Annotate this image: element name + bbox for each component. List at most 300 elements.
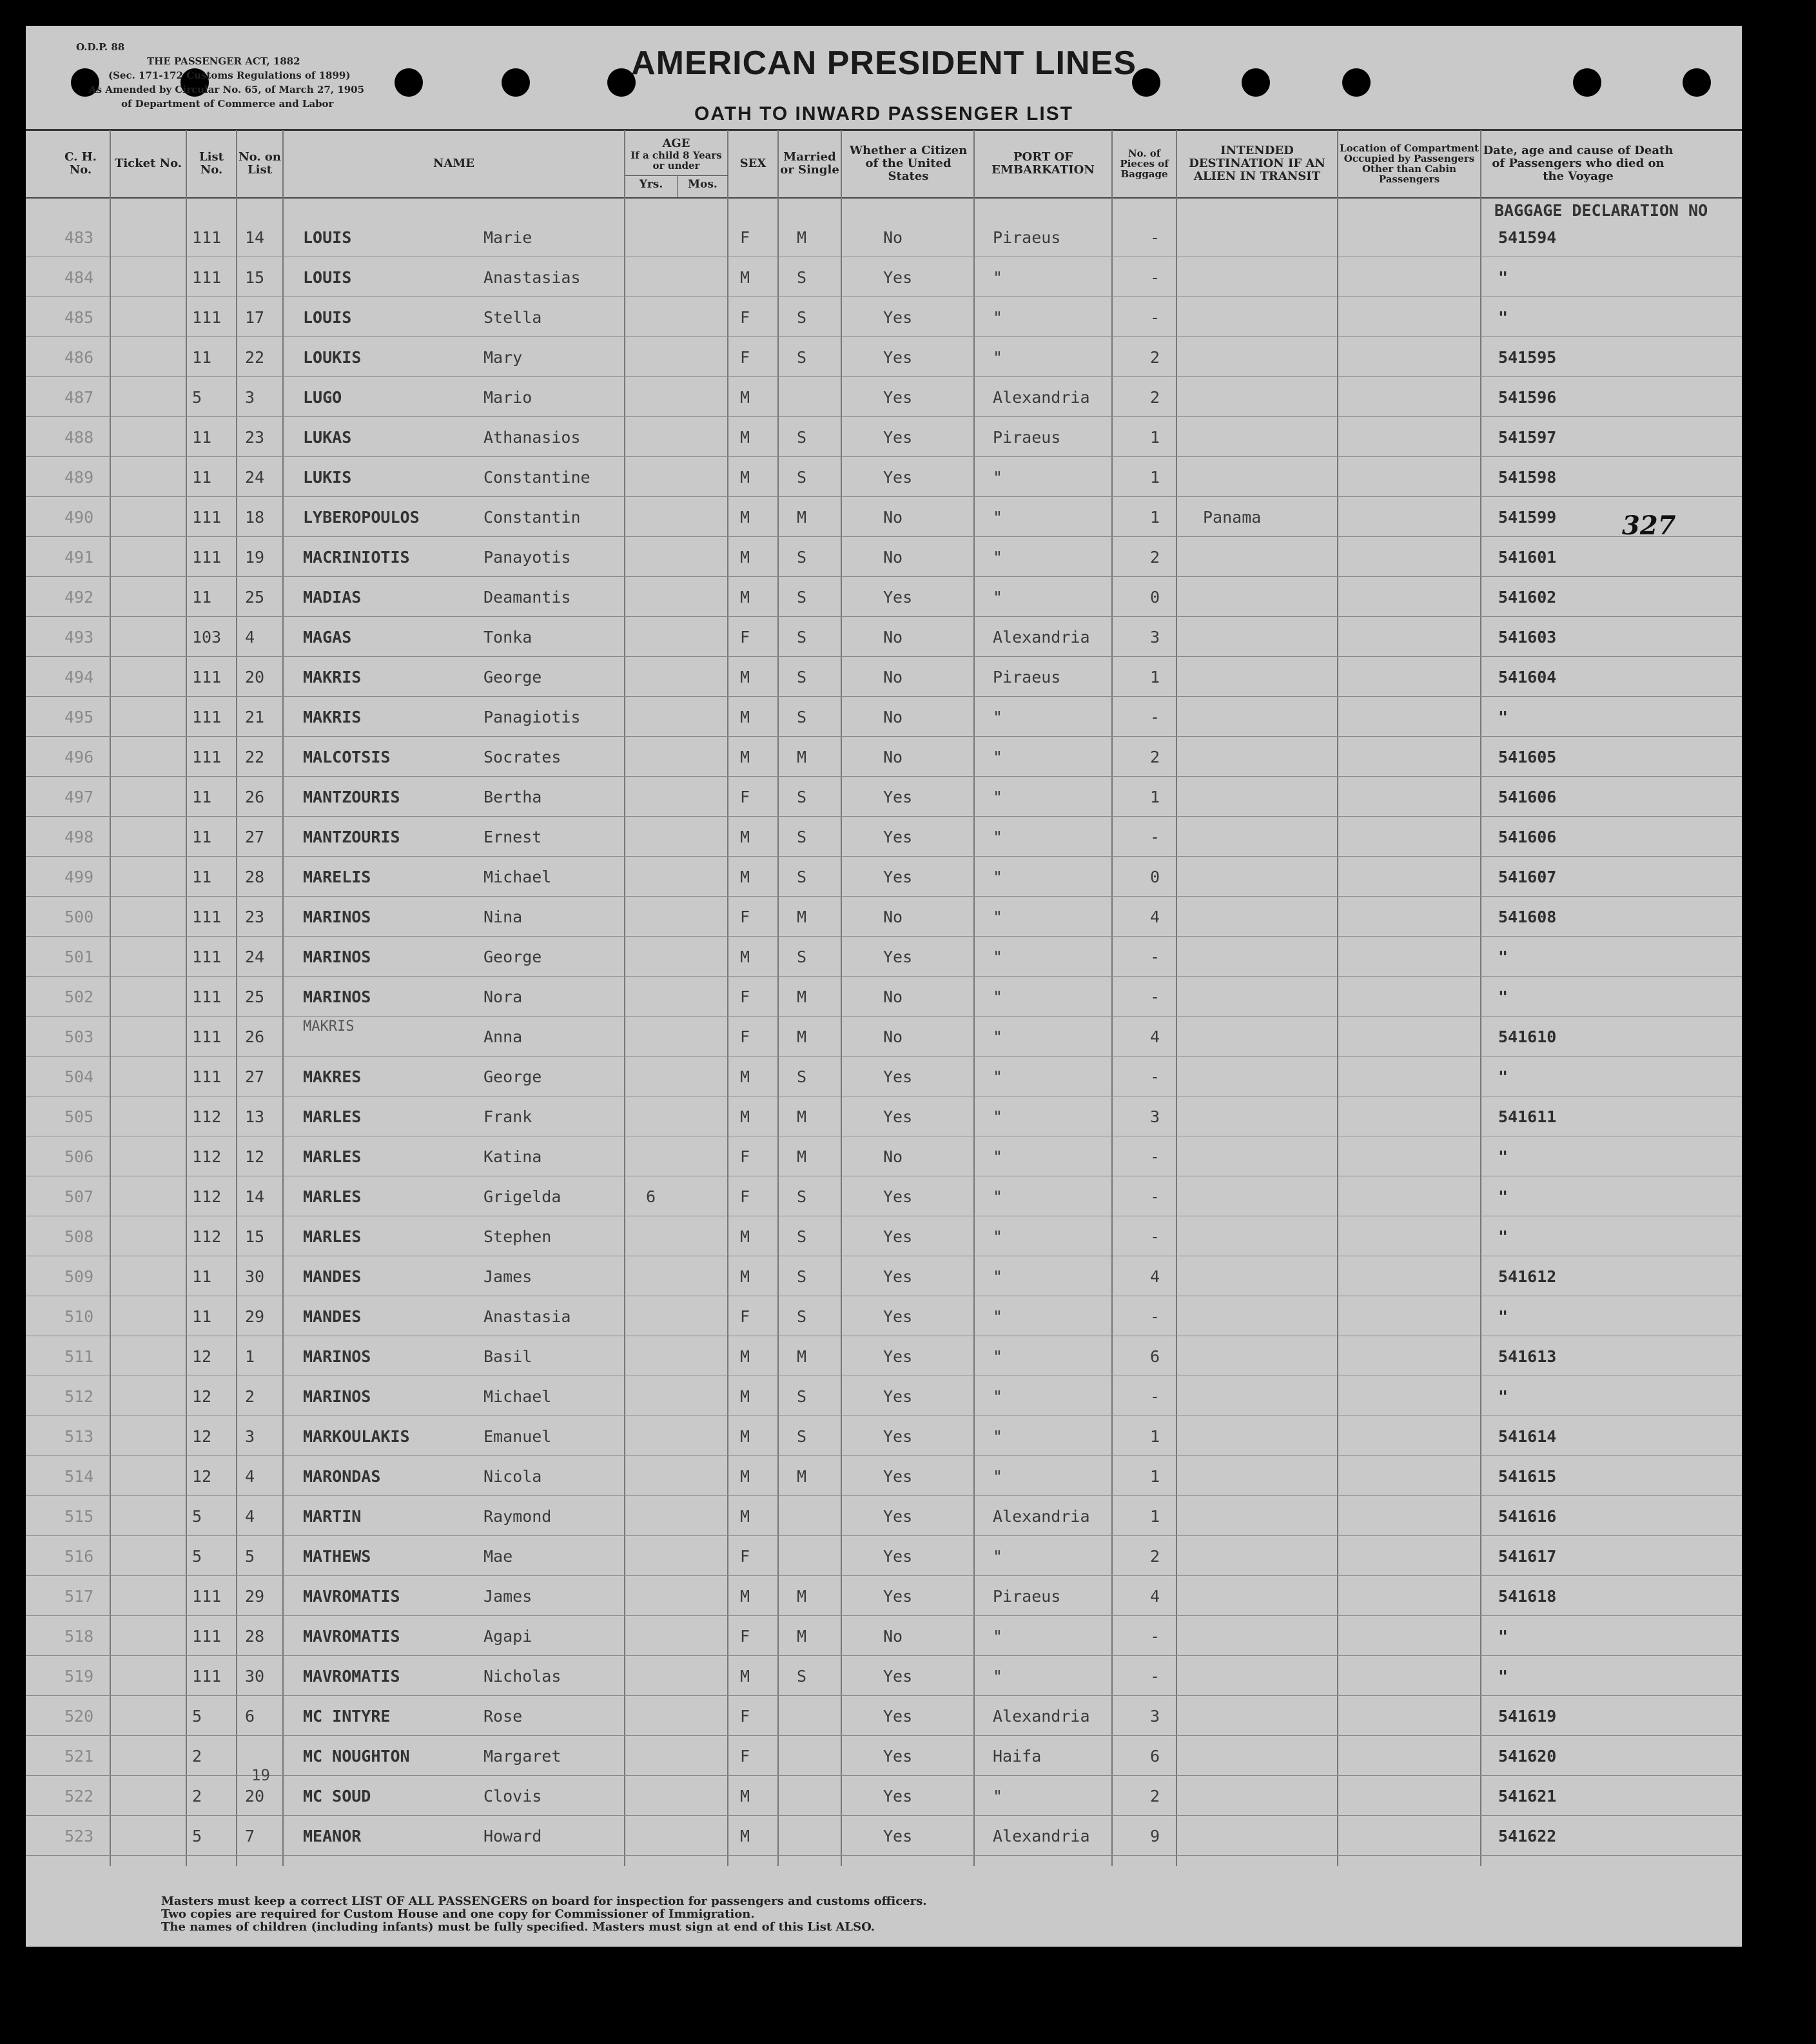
cell-port: "	[993, 1067, 1003, 1086]
handwritten-note: 19	[251, 1766, 270, 1784]
cell-no-on-list: 28	[245, 868, 265, 886]
cell-port: "	[993, 508, 1003, 527]
cell-ch-no: 522	[64, 1787, 94, 1806]
cell-surname: MARLES	[303, 1107, 362, 1126]
cell-list-no: 12	[192, 1387, 212, 1406]
header-pieces: No. of Pieces of Baggage	[1120, 148, 1169, 180]
cell-surname: LUKIS	[303, 468, 352, 487]
cell-given-name: Raymond	[483, 1507, 552, 1526]
cell-ch-no: 521	[64, 1747, 94, 1766]
cell-ch-no: 491	[64, 548, 94, 567]
cell-port: "	[993, 708, 1003, 726]
cell-no-on-list: 1	[245, 1347, 255, 1366]
cell-no-on-list: 3	[245, 1427, 255, 1446]
cell-declaration-no: "	[1498, 1187, 1508, 1206]
cell-citizen: Yes	[883, 1507, 913, 1526]
table-row	[26, 418, 1742, 458]
cell-sex: M	[740, 508, 750, 527]
cell-baggage-count: 1	[1150, 468, 1160, 487]
cell-sex: M	[740, 1387, 750, 1406]
table-row	[26, 857, 1742, 897]
cell-port: "	[993, 948, 1003, 966]
table-row	[26, 578, 1742, 618]
cell-sex: M	[740, 668, 750, 686]
cell-given-name: Marie	[483, 228, 532, 247]
cell-citizen: Yes	[883, 1587, 913, 1606]
cell-port: "	[993, 588, 1003, 607]
cell-sex: F	[740, 348, 750, 367]
table-row	[26, 1337, 1742, 1377]
cell-married-single: M	[797, 508, 807, 527]
cell-baggage-count: 9	[1150, 1827, 1160, 1845]
cell-sex: M	[740, 588, 750, 607]
cell-port: Piraeus	[993, 1587, 1061, 1606]
cell-ch-no: 520	[64, 1707, 94, 1726]
cell-citizen: Yes	[883, 1267, 913, 1286]
cell-list-no: 111	[192, 548, 222, 567]
cell-port: Alexandria	[993, 388, 1090, 407]
table-row	[26, 538, 1742, 578]
cell-list-no: 111	[192, 228, 222, 247]
cell-port: "	[993, 348, 1003, 367]
cell-married-single: S	[797, 1387, 807, 1406]
form-code: O.D.P. 88	[76, 41, 125, 53]
cell-baggage-count: 2	[1150, 388, 1160, 407]
cell-no-on-list: 7	[245, 1827, 255, 1845]
cell-sex: F	[740, 1187, 750, 1206]
cell-baggage-count: -	[1150, 828, 1160, 846]
cell-sex: F	[740, 988, 750, 1006]
cell-surname: MARONDAS	[303, 1467, 381, 1486]
cell-citizen: No	[883, 1627, 903, 1646]
cell-list-no: 11	[192, 868, 212, 886]
cell-list-no: 111	[192, 1027, 222, 1046]
cell-citizen: Yes	[883, 1787, 913, 1806]
cell-declaration-no: "	[1498, 1667, 1508, 1686]
cell-baggage-count: 2	[1150, 548, 1160, 567]
cell-surname: MARELIS	[303, 868, 371, 886]
cell-surname: MAKRIS	[303, 668, 362, 686]
cell-no-on-list: 15	[245, 268, 265, 287]
cell-ch-no: 500	[64, 908, 94, 926]
cell-list-no: 2	[192, 1787, 202, 1806]
cell-given-name: Mario	[483, 388, 532, 407]
cell-port: "	[993, 988, 1003, 1006]
cell-port: Alexandria	[993, 1827, 1090, 1845]
table-row	[26, 1577, 1742, 1617]
cell-no-on-list: 2	[245, 1387, 255, 1406]
cell-citizen: Yes	[883, 308, 913, 327]
cell-ch-no: 499	[64, 868, 94, 886]
cell-surname: MATHEWS	[303, 1547, 371, 1566]
table-row	[26, 1417, 1742, 1457]
cell-citizen: Yes	[883, 1667, 913, 1686]
table-row	[26, 1697, 1742, 1737]
cell-declaration-no: 541603	[1498, 628, 1557, 647]
cell-no-on-list: 15	[245, 1227, 265, 1246]
cell-no-on-list: 24	[245, 948, 265, 966]
act-line: (Sec. 171-172 Customs Regulations of 1899)	[108, 70, 351, 81]
cell-married-single: S	[797, 268, 807, 287]
cell-baggage-count: -	[1150, 1067, 1160, 1086]
cell-ch-no: 497	[64, 788, 94, 806]
cell-ch-no: 523	[64, 1827, 94, 1845]
cell-list-no: 111	[192, 668, 222, 686]
cell-given-name: Stephen	[483, 1227, 552, 1246]
cell-list-no: 11	[192, 588, 212, 607]
baggage-declaration-label: BAGGAGE DECLARATION NO	[1494, 201, 1708, 220]
cell-declaration-no: 541614	[1498, 1427, 1557, 1446]
cell-declaration-no: 541613	[1498, 1347, 1557, 1366]
table-row	[26, 618, 1742, 657]
cell-declaration-no: 541596	[1498, 388, 1557, 407]
cell-list-no: 111	[192, 1587, 222, 1606]
cell-surname: MANTZOURIS	[303, 828, 400, 846]
cell-ch-no: 496	[64, 748, 94, 766]
cell-declaration-no: "	[1498, 1387, 1508, 1406]
cell-declaration-no: 541607	[1498, 868, 1557, 886]
cell-given-name: Panagiotis	[483, 708, 581, 726]
cell-citizen: Yes	[883, 948, 913, 966]
cell-sex: F	[740, 788, 750, 806]
cell-no-on-list: 19	[245, 548, 265, 567]
cell-given-name: Ernest	[483, 828, 542, 846]
page-title: AMERICAN PRESIDENT LINES	[631, 44, 1137, 82]
cell-citizen: Yes	[883, 1347, 913, 1366]
cell-port: Alexandria	[993, 1707, 1090, 1726]
cell-baggage-count: 0	[1150, 588, 1160, 607]
cell-no-on-list: 28	[245, 1627, 265, 1646]
cell-declaration-no: 541620	[1498, 1747, 1557, 1766]
cell-sex: M	[740, 1787, 750, 1806]
cell-ch-no: 509	[64, 1267, 94, 1286]
cell-list-no: 12	[192, 1467, 212, 1486]
table-row	[26, 218, 1742, 258]
cell-port: "	[993, 468, 1003, 487]
cell-surname: MEANOR	[303, 1827, 362, 1845]
cell-surname: MARINOS	[303, 1387, 371, 1406]
cell-no-on-list: 22	[245, 348, 265, 367]
cell-citizen: Yes	[883, 468, 913, 487]
cell-port: "	[993, 868, 1003, 886]
cell-surname: LOUIS	[303, 268, 352, 287]
act-line: of Department of Commerce and Labor	[121, 98, 334, 110]
cell-sex: M	[740, 1227, 750, 1246]
cell-baggage-count: 2	[1150, 1547, 1160, 1566]
cell-baggage-count: 6	[1150, 1747, 1160, 1766]
table-row	[26, 1816, 1742, 1856]
cell-surname: MADIAS	[303, 588, 362, 607]
cell-citizen: No	[883, 628, 903, 647]
cell-declaration-no: 541619	[1498, 1707, 1557, 1726]
cell-list-no: 111	[192, 1667, 222, 1686]
cell-married-single: M	[797, 988, 807, 1006]
cell-port: "	[993, 1147, 1003, 1166]
header-age-note: If a child 8 Years or under	[630, 150, 722, 171]
cell-citizen: Yes	[883, 588, 913, 607]
header-married: Married or Single	[780, 150, 839, 177]
cell-declaration-no: 541621	[1498, 1787, 1557, 1806]
cell-port: "	[993, 1187, 1003, 1206]
cell-sex: F	[740, 908, 750, 926]
cell-ch-no: 502	[64, 988, 94, 1006]
cell-no-on-list: 17	[245, 308, 265, 327]
cell-sex: F	[740, 1747, 750, 1766]
cell-ch-no: 505	[64, 1107, 94, 1126]
cell-citizen: No	[883, 1147, 903, 1166]
cell-given-name: Panayotis	[483, 548, 571, 567]
cell-married-single: M	[797, 228, 807, 247]
cell-ch-no: 495	[64, 708, 94, 726]
cell-sex: M	[740, 828, 750, 846]
cell-ch-no: 485	[64, 308, 94, 327]
cell-no-on-list: 5	[245, 1547, 255, 1566]
cell-sex: M	[740, 468, 750, 487]
cell-sex: M	[740, 428, 750, 447]
table-row	[26, 258, 1742, 298]
table-row	[26, 817, 1742, 857]
table-row	[26, 1297, 1742, 1337]
table-row	[26, 1057, 1742, 1097]
cell-no-on-list: 4	[245, 1507, 255, 1526]
header-port: PORT OF EMBARKATION	[991, 150, 1095, 177]
cell-given-name: Mae	[483, 1547, 513, 1566]
cell-sex: M	[740, 1467, 750, 1486]
cell-married-single: S	[797, 828, 807, 846]
cell-port: "	[993, 1787, 1003, 1806]
cell-list-no: 112	[192, 1187, 222, 1206]
cell-citizen: Yes	[883, 1747, 913, 1766]
cell-sex: F	[740, 308, 750, 327]
cell-declaration-no: 541602	[1498, 588, 1557, 607]
cell-baggage-count: 3	[1150, 628, 1160, 647]
cell-given-name: Rose	[483, 1707, 523, 1726]
cell-given-name: Mary	[483, 348, 523, 367]
cell-given-name: Nora	[483, 988, 523, 1006]
cell-list-no: 5	[192, 1547, 202, 1566]
header-age-label: AGE	[662, 137, 690, 150]
cell-no-on-list: 14	[245, 1187, 265, 1206]
cell-baggage-count: -	[1150, 708, 1160, 726]
cell-declaration-no: "	[1498, 1227, 1508, 1246]
cell-baggage-count: 3	[1150, 1707, 1160, 1726]
cell-surname: MARLES	[303, 1187, 362, 1206]
cell-surname: MAVROMATIS	[303, 1667, 400, 1686]
cell-surname: LUKAS	[303, 428, 352, 447]
cell-list-no: 112	[192, 1147, 222, 1166]
cell-ch-no: 484	[64, 268, 94, 287]
header-citizen: Whether a Citizen of the United States	[849, 144, 968, 183]
cell-married-single: S	[797, 348, 807, 367]
table-row	[26, 458, 1742, 498]
cell-port: Haifa	[993, 1747, 1042, 1766]
cell-citizen: No	[883, 988, 903, 1006]
cell-married-single: M	[797, 1587, 807, 1606]
cell-no-on-list: 29	[245, 1587, 265, 1606]
cell-sex: M	[740, 1067, 750, 1086]
cell-sex: M	[740, 1427, 750, 1446]
cell-surname: MACRINIOTIS	[303, 548, 410, 567]
cell-no-on-list: 18	[245, 508, 265, 527]
table-row	[26, 498, 1742, 538]
cell-surname: MAGAS	[303, 628, 352, 647]
cell-given-name: Nicholas	[483, 1667, 561, 1686]
cell-given-name: Deamantis	[483, 588, 571, 607]
table-row	[26, 1017, 1742, 1057]
cell-declaration-no: "	[1498, 1627, 1508, 1646]
cell-ch-no: 512	[64, 1387, 94, 1406]
cell-ch-no: 501	[64, 948, 94, 966]
cell-sex: M	[740, 1507, 750, 1526]
cell-married-single: S	[797, 1267, 807, 1286]
cell-baggage-count: -	[1150, 1667, 1160, 1686]
cell-married-single: S	[797, 588, 807, 607]
cell-port: "	[993, 788, 1003, 806]
cell-married-single: S	[797, 308, 807, 327]
cell-surname: MALCOTSIS	[303, 748, 391, 766]
cell-baggage-count: 3	[1150, 1107, 1160, 1126]
cell-sex: F	[740, 628, 750, 647]
cell-citizen: Yes	[883, 1307, 913, 1326]
cell-no-on-list: 25	[245, 588, 265, 607]
cell-port: "	[993, 268, 1003, 287]
cell-declaration-no: "	[1498, 988, 1508, 1006]
cell-sex: F	[740, 1627, 750, 1646]
cell-declaration-no: 541605	[1498, 748, 1557, 766]
cell-ch-no: 489	[64, 468, 94, 487]
cell-given-name: George	[483, 668, 542, 686]
table-row	[26, 977, 1742, 1017]
cell-baggage-count: -	[1150, 1187, 1160, 1206]
cell-list-no: 5	[192, 1707, 202, 1726]
cell-given-name: Nicola	[483, 1467, 542, 1486]
cell-married-single: S	[797, 1067, 807, 1086]
cell-list-no: 11	[192, 1307, 212, 1326]
cell-citizen: No	[883, 548, 903, 567]
cell-no-on-list: 26	[245, 788, 265, 806]
cell-list-no: 111	[192, 1067, 222, 1086]
cell-citizen: Yes	[883, 788, 913, 806]
cell-list-no: 111	[192, 308, 222, 327]
cell-port: "	[993, 1227, 1003, 1246]
cell-married-single: S	[797, 468, 807, 487]
cell-port: Piraeus	[993, 428, 1061, 447]
cell-given-name: George	[483, 948, 542, 966]
cell-baggage-count: 0	[1150, 868, 1160, 886]
cell-married-single: S	[797, 628, 807, 647]
cell-sex: F	[740, 1307, 750, 1326]
cell-citizen: Yes	[883, 1067, 913, 1086]
header-age-yrs: Yrs.	[639, 178, 663, 191]
cell-list-no: 111	[192, 508, 222, 527]
cell-declaration-no: 541597	[1498, 428, 1557, 447]
cell-ch-no: 504	[64, 1067, 94, 1086]
header-destination: INTENDED DESTINATION IF AN ALIEN IN TRANSIT	[1189, 144, 1325, 183]
footer-line: Two copies are required for Custom House and one copy for Commissioner of Immigration.	[161, 1907, 755, 1921]
cell-no-on-list: 13	[245, 1107, 265, 1126]
page-number: 327	[1622, 511, 1676, 541]
cell-list-no: 11	[192, 348, 212, 367]
cell-ch-no: 483	[64, 228, 94, 247]
table-row	[26, 378, 1742, 418]
cell-list-no: 111	[192, 1627, 222, 1646]
cell-given-name: Tonka	[483, 628, 532, 647]
cell-declaration-no: 541601	[1498, 548, 1557, 567]
cell-list-no: 12	[192, 1427, 212, 1446]
cell-port: Alexandria	[993, 628, 1090, 647]
cell-port: "	[993, 1467, 1003, 1486]
cell-surname: LUGO	[303, 388, 342, 407]
cell-married-single: M	[797, 1027, 807, 1046]
cell-declaration-no: 541612	[1498, 1267, 1557, 1286]
cell-citizen: Yes	[883, 1547, 913, 1566]
cell-married-single: M	[797, 1147, 807, 1166]
cell-married-single: S	[797, 1667, 807, 1686]
header-ch-no: C. H. No.	[64, 150, 97, 177]
cell-surname: MARLES	[303, 1147, 362, 1166]
cell-baggage-count: -	[1150, 1227, 1160, 1246]
cell-surname: MAVROMATIS	[303, 1627, 400, 1646]
cell-declaration-no: 541617	[1498, 1547, 1557, 1566]
table-row	[26, 697, 1742, 737]
cell-declaration-no: 541594	[1498, 228, 1557, 247]
cell-baggage-count: 1	[1150, 668, 1160, 686]
cell-port: Piraeus	[993, 668, 1061, 686]
cell-citizen: Yes	[883, 1387, 913, 1406]
cell-declaration-no: 541598	[1498, 468, 1557, 487]
cell-no-on-list: 4	[245, 628, 255, 647]
cell-married-single: S	[797, 548, 807, 567]
cell-given-name: Katina	[483, 1147, 542, 1166]
header-name: NAME	[433, 157, 475, 170]
cell-given-name: Clovis	[483, 1787, 542, 1806]
cell-given-name: Anastasia	[483, 1307, 571, 1326]
cell-list-no: 2	[192, 1747, 202, 1766]
cell-sex: M	[740, 948, 750, 966]
cell-declaration-no: 541611	[1498, 1107, 1557, 1126]
cell-ch-no: 508	[64, 1227, 94, 1246]
cell-given-name: Agapi	[483, 1627, 532, 1646]
cell-port: "	[993, 1387, 1003, 1406]
header-location: Location of Compartment Occupied by Passengers Other than Cabin Passengers	[1340, 142, 1479, 185]
cell-no-on-list: 26	[245, 1027, 265, 1046]
table-row	[26, 937, 1742, 977]
cell-citizen: Yes	[883, 1827, 913, 1845]
cell-married-single: M	[797, 908, 807, 926]
cell-ch-no: 516	[64, 1547, 94, 1566]
cell-baggage-count: 1	[1150, 1467, 1160, 1486]
cell-given-name: Frank	[483, 1107, 532, 1126]
cell-port: "	[993, 1267, 1003, 1286]
cell-baggage-count: 1	[1150, 1507, 1160, 1526]
cell-married-single: S	[797, 428, 807, 447]
cell-ch-no: 513	[64, 1427, 94, 1446]
cell-sex: M	[740, 1267, 750, 1286]
cell-list-no: 5	[192, 1827, 202, 1845]
cell-given-name: George	[483, 1067, 542, 1086]
cell-baggage-count: 1	[1150, 788, 1160, 806]
cell-ch-no: 514	[64, 1467, 94, 1486]
cell-list-no: 11	[192, 1267, 212, 1286]
cell-no-on-list: 21	[245, 708, 265, 726]
cell-port: "	[993, 1347, 1003, 1366]
cell-given-name: Anastasias	[483, 268, 581, 287]
cell-baggage-count: -	[1150, 308, 1160, 327]
cell-no-on-list: 23	[245, 908, 265, 926]
act-line: THE PASSENGER ACT, 1882	[147, 55, 300, 67]
cell-port: "	[993, 908, 1003, 926]
cell-declaration-no: 541615	[1498, 1467, 1557, 1486]
